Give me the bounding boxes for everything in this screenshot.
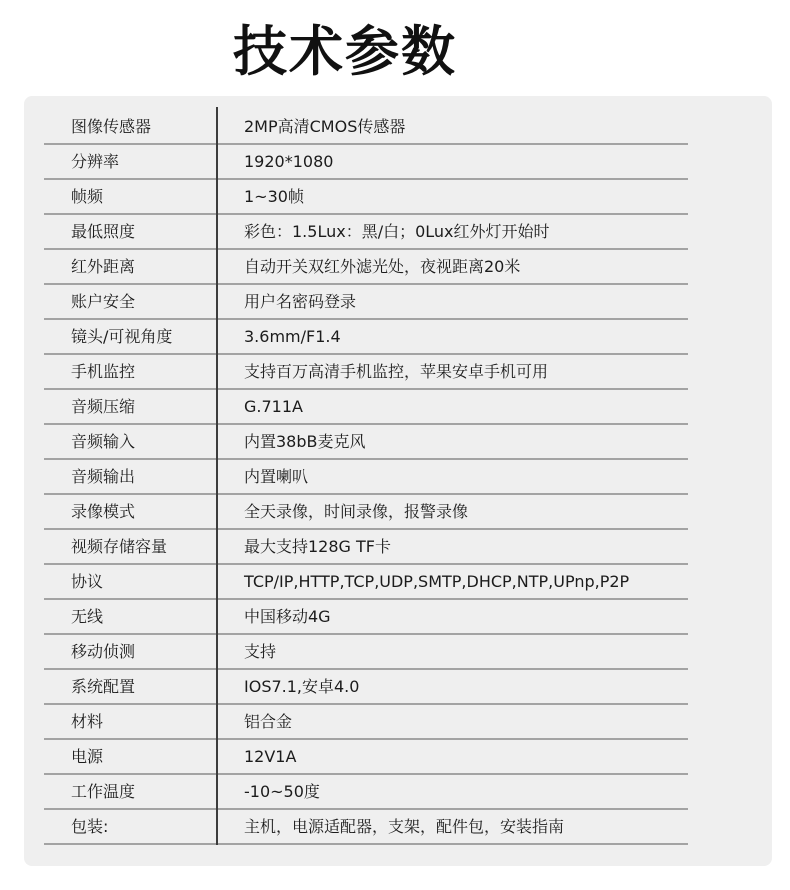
spec-label: 分辨率 — [71, 152, 120, 171]
spec-row — [44, 285, 688, 320]
spec-row — [44, 565, 688, 600]
spec-label: 红外距离 — [71, 257, 136, 276]
spec-row — [44, 145, 688, 180]
spec-value: 中国移动4G — [244, 607, 331, 626]
spec-value: 最大支持128G TF卡 — [244, 537, 392, 556]
spec-row — [44, 530, 688, 565]
spec-row — [44, 320, 688, 355]
spec-row — [44, 775, 688, 810]
spec-row — [44, 495, 688, 530]
spec-label: 手机监控 — [71, 362, 136, 381]
spec-row — [44, 740, 688, 775]
spec-label: 音频压缩 — [71, 397, 136, 416]
spec-label: 工作温度 — [71, 782, 136, 801]
spec-label: 无线 — [71, 607, 104, 626]
spec-label: 移动侦测 — [71, 642, 136, 661]
spec-row — [44, 425, 688, 460]
spec-label: 电源 — [71, 747, 104, 766]
spec-value: -10~50度 — [244, 782, 320, 801]
spec-label: 音频输入 — [71, 432, 136, 451]
spec-row — [44, 705, 688, 740]
spec-label: 包装: — [71, 817, 109, 836]
spec-value: 主机，电源适配器，支架，配件包，安装指南 — [244, 817, 565, 836]
spec-value: 1920*1080 — [244, 152, 334, 171]
spec-value: 铝合金 — [244, 712, 293, 731]
spec-row — [44, 355, 688, 390]
spec-value: 用户名密码登录 — [244, 292, 357, 311]
spec-label: 视频存储容量 — [71, 537, 168, 556]
spec-value: 内置38bB麦克风 — [244, 432, 366, 451]
spec-value: 彩色：1.5Lux：黑/白；0Lux红外灯开始时 — [244, 222, 550, 241]
spec-label: 系统配置 — [71, 677, 136, 696]
spec-value: 12V1A — [244, 747, 297, 766]
spec-value: G.711A — [244, 397, 303, 416]
spec-row — [44, 460, 688, 495]
spec-value: 支持 — [244, 642, 277, 661]
page-title: 技术参数 — [233, 20, 457, 83]
spec-row — [44, 810, 688, 845]
spec-label: 最低照度 — [71, 222, 136, 241]
spec-label: 账户安全 — [71, 292, 136, 311]
spec-row — [44, 250, 688, 285]
spec-row — [44, 635, 688, 670]
spec-row — [44, 390, 688, 425]
spec-label: 音频输出 — [71, 467, 136, 486]
spec-value: 全天录像，时间录像，报警录像 — [244, 502, 469, 521]
spec-row — [44, 107, 688, 145]
spec-value: 自动开关双红外滤光处，夜视距离20米 — [244, 257, 521, 276]
spec-label: 协议 — [71, 572, 104, 591]
spec-value: 1~30帧 — [244, 187, 304, 206]
spec-label: 材料 — [71, 712, 104, 731]
spec-value: 支持百万高清手机监控，苹果安卓手机可用 — [244, 362, 549, 381]
spec-value: 内置喇叭 — [244, 467, 309, 486]
spec-value: 2MP高清CMOS传感器 — [244, 117, 406, 136]
spec-row — [44, 670, 688, 705]
spec-value: 3.6mm/F1.4 — [244, 327, 341, 346]
spec-table — [44, 107, 688, 845]
spec-row — [44, 180, 688, 215]
spec-label: 镜头/可视角度 — [71, 327, 173, 346]
column-divider — [216, 107, 218, 845]
spec-row — [44, 600, 688, 635]
spec-label: 图像传感器 — [71, 117, 152, 136]
spec-value: TCP/IP,HTTP,TCP,UDP,SMTP,DHCP,NTP,UPnp,P2P — [244, 572, 630, 591]
spec-value: IOS7.1,安卓4.0 — [244, 677, 360, 696]
spec-label: 录像模式 — [71, 502, 136, 521]
spec-row — [44, 215, 688, 250]
spec-label: 帧频 — [71, 187, 104, 206]
